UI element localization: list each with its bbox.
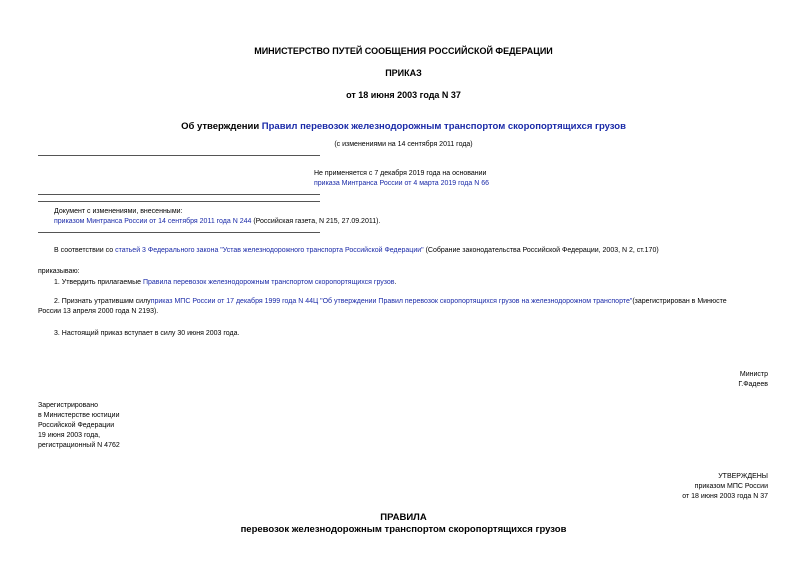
divider-line (38, 194, 320, 195)
changes-order-link[interactable]: приказом Минтранса России от 14 сентября 2011 года N 244 (54, 218, 252, 225)
approved-line: приказом МПС России (694, 483, 768, 490)
item-1-end: . (394, 279, 397, 286)
item-1-rules-link[interactable]: Правила перевозок железнодорожным транспортом скоропортящихся грузов (142, 279, 395, 286)
document-date-number: от 18 июня 2003 года N 37 (346, 90, 461, 100)
title-rules-link[interactable]: Правил перевозок железнодорожным транспортом скоропортящихся грузов (261, 121, 626, 132)
signature-name: Г.Фадеев (738, 381, 768, 388)
signature-block (738, 370, 768, 390)
basis-paragraph (54, 246, 659, 256)
document-type: ПРИКАЗ (385, 68, 422, 78)
item-2-line-2: России 13 апреля 2000 года N 2193). (38, 308, 159, 315)
rules-subtitle: перевозок железнодорожным транспортом скоропортящихся грузов (240, 524, 567, 535)
basis-source: (Собрание законодательства Российской Федерации, 2003, N 2, ст.170) (423, 247, 659, 254)
item-2-text: 2. Признать утратившим силу (54, 298, 151, 305)
order-item-2 (38, 297, 769, 317)
approved-line: от 18 июня 2003 года N 37 (682, 493, 768, 500)
changes-source: (Российская газета, N 215, 27.09.2011). (251, 218, 381, 225)
amendment-note: (с изменениями на 14 сентября 2011 года) (334, 141, 473, 148)
order-word: приказываю: (38, 268, 80, 275)
divider-line (38, 201, 320, 202)
document-title (0, 121, 807, 132)
registration-line: Зарегистрировано (38, 402, 98, 409)
item-1-text: 1. Утвердить прилагаемые (54, 279, 143, 286)
changes-block (54, 207, 380, 227)
inactive-notice-text: Не применяется с 7 декабря 2019 года на основании (314, 170, 487, 177)
title-prefix: Об утверждении (181, 121, 262, 132)
signature-position: Министр (739, 371, 768, 378)
order-item-1 (54, 278, 396, 288)
registration-line: регистрационный N 4762 (38, 442, 120, 449)
ministry-heading: МИНИСТЕРСТВО ПУТЕЙ СООБЩЕНИЯ РОССИЙСКОЙ ФЕДЕРАЦИИ (254, 46, 553, 56)
registration-block (38, 401, 120, 451)
approved-line: УТВЕРЖДЕНЫ (718, 473, 768, 480)
divider-line (38, 155, 320, 156)
basis-prefix: В соответствии со (54, 247, 116, 254)
changes-label: Документ с изменениями, внесенными: (54, 208, 183, 215)
changes-line (54, 217, 380, 227)
item-2-repealed-order-link[interactable]: приказ МПС России от 17 декабря 1999 года N 44Ц "Об утверждении Правил перевозок скоропортящихся грузов на железнодорожном транспорте" (150, 298, 633, 305)
approved-block (682, 472, 768, 502)
federal-law-link[interactable]: статьей 3 Федерального закона "Устав железнодорожного транспорта Российской Федерации" (115, 247, 424, 254)
item-2-registration: (зарегистрирован в Минюсте (632, 298, 727, 305)
inactive-basis-link[interactable]: приказа Минтранса России от 4 марта 2019 года N 66 (314, 180, 489, 187)
registration-line: 19 июня 2003 года, (38, 432, 101, 439)
item-2-line-1 (38, 297, 769, 307)
divider-line (38, 232, 320, 233)
inactive-notice (314, 169, 489, 189)
registration-line: Российской Федерации (38, 422, 115, 429)
registration-line: в Министерстве юстиции (38, 412, 120, 419)
order-item-3: 3. Настоящий приказ вступает в силу 30 июня 2003 года. (54, 330, 240, 337)
rules-title: ПРАВИЛА (380, 512, 427, 523)
